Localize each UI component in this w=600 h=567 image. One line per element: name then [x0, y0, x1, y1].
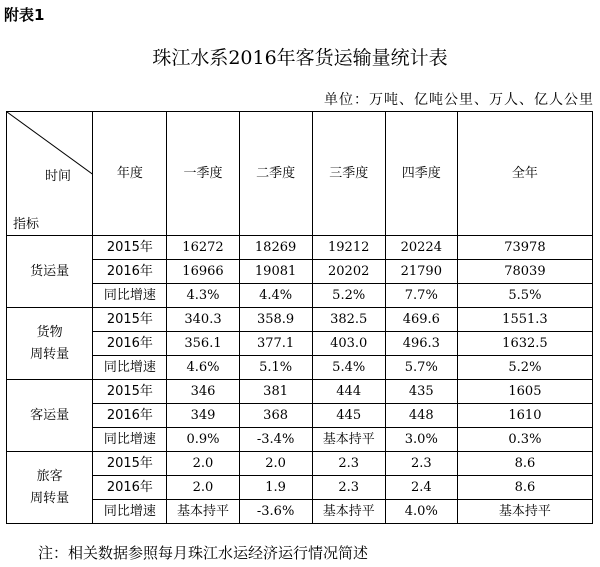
table-row — [7, 476, 593, 500]
table-row — [7, 404, 593, 428]
indicator-label — [7, 380, 93, 452]
value-cell: 2.3 — [312, 452, 385, 476]
column-header: 全年 — [457, 112, 592, 236]
value-cell: 16272 — [167, 236, 239, 260]
header-row — [7, 112, 593, 236]
column-header: 一季度 — [167, 112, 239, 236]
indicator-label-line: 周转量 — [30, 346, 70, 362]
year-cell: 2015年 — [93, 380, 167, 404]
corner-cell — [7, 112, 93, 236]
year-cell: 2016年 — [93, 476, 167, 500]
value-cell: 435 — [385, 380, 457, 404]
value-cell: 358.9 — [239, 308, 312, 332]
table-row — [7, 260, 593, 284]
table-row — [7, 308, 593, 332]
value-cell: 445 — [312, 404, 385, 428]
value-cell: 19212 — [312, 236, 385, 260]
indicator-label-line: 货物 — [36, 324, 63, 340]
table-row — [7, 236, 593, 260]
value-cell: 448 — [385, 404, 457, 428]
table-row — [7, 284, 593, 308]
year-cell: 2015年 — [93, 452, 167, 476]
value-cell: 5.4% — [312, 356, 385, 380]
value-cell: 3.0% — [385, 428, 457, 452]
year-cell: 2016年 — [93, 404, 167, 428]
value-cell: 2.4 — [385, 476, 457, 500]
value-cell: 18269 — [239, 236, 312, 260]
indicator-label — [7, 308, 93, 380]
column-header: 年度 — [93, 112, 167, 236]
table-row — [7, 332, 593, 356]
value-cell: 基本持平 — [312, 428, 385, 452]
value-cell: 20224 — [385, 236, 457, 260]
value-cell: 349 — [167, 404, 239, 428]
table-row — [7, 380, 593, 404]
indicator-label — [7, 452, 93, 524]
value-cell: 基本持平 — [457, 500, 592, 524]
value-cell: 5.5% — [457, 284, 592, 308]
value-cell: 5.1% — [239, 356, 312, 380]
value-cell: 8.6 — [457, 452, 592, 476]
value-cell: 8.6 — [457, 476, 592, 500]
table-row — [7, 356, 593, 380]
value-cell: 5.2% — [312, 284, 385, 308]
value-cell: 381 — [239, 380, 312, 404]
value-cell: 基本持平 — [312, 500, 385, 524]
table-row — [7, 500, 593, 524]
value-cell: 2.0 — [167, 452, 239, 476]
value-cell: 基本持平 — [167, 500, 239, 524]
value-cell: 340.3 — [167, 308, 239, 332]
value-cell: 346 — [167, 380, 239, 404]
column-header: 三季度 — [312, 112, 385, 236]
year-cell: 2015年 — [93, 308, 167, 332]
indicator-label-line: 旅客 — [36, 468, 63, 484]
value-cell: 4.6% — [167, 356, 239, 380]
year-cell: 2016年 — [93, 260, 167, 284]
value-cell: 4.3% — [167, 284, 239, 308]
value-cell: 1551.3 — [457, 308, 592, 332]
table-row — [7, 452, 593, 476]
value-cell: 7.7% — [385, 284, 457, 308]
column-header: 四季度 — [385, 112, 457, 236]
year-cell: 2015年 — [93, 236, 167, 260]
indicator-label — [7, 236, 93, 308]
value-cell: 469.6 — [385, 308, 457, 332]
value-cell: 444 — [312, 380, 385, 404]
indicator-label-line: 客运量 — [30, 407, 70, 423]
table-title: 珠江水系2016年客货运输量统计表 — [152, 47, 448, 69]
year-cell: 同比增速 — [93, 356, 167, 380]
value-cell: 2.0 — [167, 476, 239, 500]
value-cell: -3.6% — [239, 500, 312, 524]
value-cell: 5.7% — [385, 356, 457, 380]
value-cell: 377.1 — [239, 332, 312, 356]
value-cell: 20202 — [312, 260, 385, 284]
value-cell: 368 — [239, 404, 312, 428]
column-header: 二季度 — [239, 112, 312, 236]
unit-label: 单位：万吨、亿吨公里、万人、亿人公里 — [324, 92, 594, 108]
footnote: 注：相关数据参照每月珠江水运经济运行情况简述 — [38, 544, 369, 562]
year-cell: 2016年 — [93, 332, 167, 356]
value-cell: 496.3 — [385, 332, 457, 356]
value-cell: 1.9 — [239, 476, 312, 500]
value-cell: 2.3 — [312, 476, 385, 500]
value-cell: 2.0 — [239, 452, 312, 476]
corner-time-label: 时间 — [45, 169, 72, 184]
value-cell: 403.0 — [312, 332, 385, 356]
value-cell: 4.4% — [239, 284, 312, 308]
indicator-label-line: 货运量 — [30, 263, 70, 279]
value-cell: 78039 — [457, 260, 592, 284]
year-cell: 同比增速 — [93, 500, 167, 524]
value-cell: -3.4% — [239, 428, 312, 452]
value-cell: 19081 — [239, 260, 312, 284]
value-cell: 4.0% — [385, 500, 457, 524]
value-cell: 16966 — [167, 260, 239, 284]
value-cell: 5.2% — [457, 356, 592, 380]
value-cell: 73978 — [457, 236, 592, 260]
statistics-table — [6, 111, 593, 524]
value-cell: 356.1 — [167, 332, 239, 356]
value-cell: 382.5 — [312, 308, 385, 332]
value-cell: 1610 — [457, 404, 592, 428]
appendix-label: 附表1 — [4, 6, 45, 24]
corner-indicator-label: 指标 — [13, 217, 40, 232]
table-row — [7, 428, 593, 452]
value-cell: 1605 — [457, 380, 592, 404]
value-cell: 0.3% — [457, 428, 592, 452]
indicator-label-line: 周转量 — [30, 490, 70, 506]
value-cell: 1632.5 — [457, 332, 592, 356]
value-cell: 2.3 — [385, 452, 457, 476]
year-cell: 同比增速 — [93, 284, 167, 308]
year-cell: 同比增速 — [93, 428, 167, 452]
value-cell: 0.9% — [167, 428, 239, 452]
value-cell: 21790 — [385, 260, 457, 284]
